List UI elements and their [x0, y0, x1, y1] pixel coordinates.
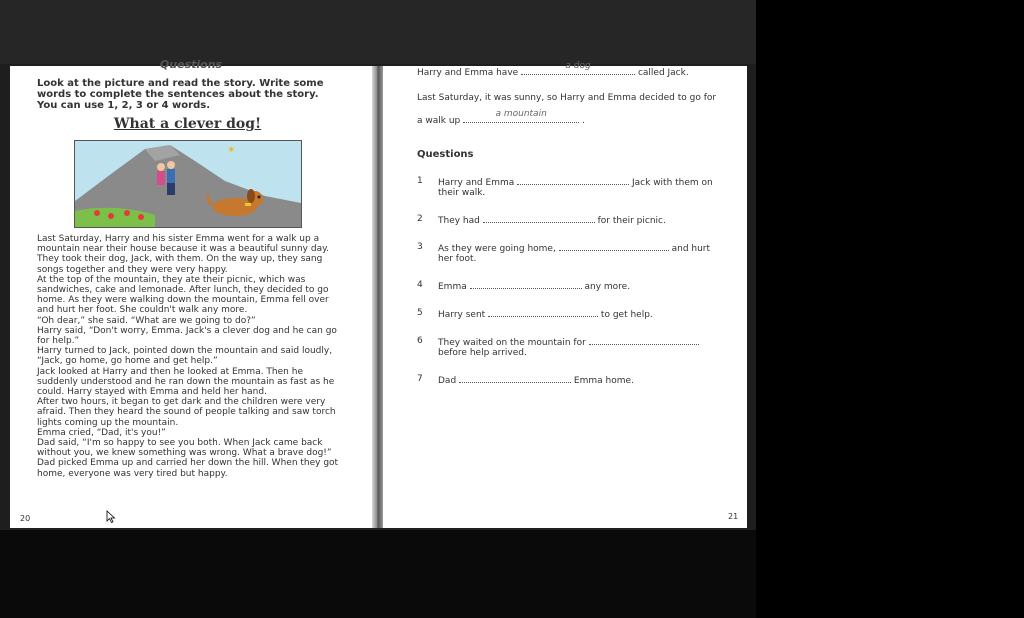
story-paragraph: At the top of the mountain, they ate their picnic, which was sandwiches, cake and lemonade. After lunch, they decided to go home. As they were walking down the mountain, Emma fell over and hurt her foot. She couldn't walk any more. [37, 274, 329, 316]
top-bar [0, 0, 756, 64]
story-paragraph: After two hours, it began to get dark and the children were very afraid. Then they heard the sound of people talking and saw torch lights coming up the mountain. [37, 397, 336, 428]
story-paragraph: “Oh dear,” she said. “What are we going to do?” [37, 315, 256, 326]
right-page: Harry and Emma have a dog called Jack. Last Saturday, it was sunny, so Harry and Emma decided to go for a walk up a mountain . Questions 1 Harry and Emma Jack with them on their walk. 2 They had for their picnic. 3 As they were going home, and hurt her foot. 4 Emma any more. 5 Harry sent to get help. 6 They waited on the mountain for before help arrived. 7 Dad Emma home. 21 [383, 66, 747, 528]
handwritten-answer: a dog [565, 61, 591, 71]
story-paragraph: Dad said, “I'm so happy to see you both. When Jack came back without you, we knew something was wrong. What a brave dog!” [37, 438, 332, 459]
story-paragraph: Last Saturday, Harry and his sister Emma went for a walk up a mountain near their house because it was a beautiful sunny day. They took their dog, Jack, with them. On the way up, they sang songs together and they were very happy. [37, 234, 329, 275]
story-paragraph: Dad picked Emma up and carried her down the hill. When they got home, everyone was very tired but happy. [37, 458, 339, 479]
page-number-right: 21 [728, 512, 739, 521]
section-heading: Questions [159, 58, 223, 71]
story-paragraph: Emma cried, “Dad, it's you!” [37, 427, 166, 438]
svg-text:✶: ✶ [227, 145, 236, 156]
instructions: Look at the picture and read the story. Write some words to complete the sentences about the story. You can use 1, 2, 3 or 4 words. [37, 78, 324, 111]
right-panel [756, 0, 1024, 618]
example-sentence-1: Harry and Emma have a dog called Jack. [417, 61, 689, 78]
example-sentence-2-line2: a walk up a mountain . [417, 109, 585, 126]
mouse-cursor-icon [107, 511, 115, 523]
story-illustration [74, 140, 302, 228]
left-page [10, 58, 372, 528]
answer-blank[interactable] [559, 242, 669, 251]
answer-blank[interactable] [483, 214, 595, 223]
story-title: What a clever dog! [113, 116, 262, 132]
story-paragraph: Jack looked at Harry and then he looked at Emma. Then he suddenly understood and he ran down the mountain as fast as he could. Harry stayed with Emma and held her hand. [37, 366, 335, 398]
example-sentence-2-line1: Last Saturday, it was sunny, so Harry and Emma decided to go for [417, 93, 717, 103]
answer-blank[interactable] [470, 280, 582, 289]
answer-blank[interactable] [589, 336, 699, 345]
book-gutter [372, 66, 383, 528]
bottom-bar [0, 530, 756, 618]
answer-blank[interactable] [517, 176, 629, 185]
handwritten-answer: a mountain [495, 109, 547, 119]
questions-title: Questions [417, 149, 474, 160]
story-paragraph: Harry said, “Don't worry, Emma. Jack's a clever dog and he can go for help.” [37, 325, 337, 347]
answer-blank[interactable] [459, 374, 571, 383]
story-paragraph: Harry turned to Jack, pointed down the mountain and said loudly, “Jack, go home, go home and get help.” [37, 346, 333, 367]
answer-blank[interactable] [488, 308, 598, 317]
story-text [37, 234, 342, 479]
page-number-left: 20 [20, 514, 31, 523]
